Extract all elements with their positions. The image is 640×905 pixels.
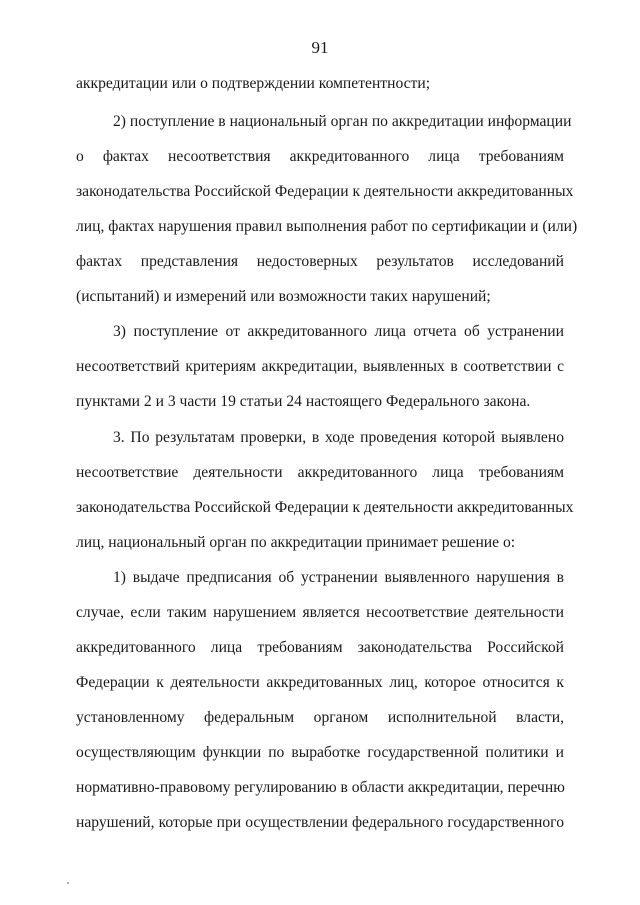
text-line: лиц, фактах нарушения правил выполнения работ по сертификации и (или) xyxy=(76,218,578,235)
text-line: случае, если таким нарушением является несоответствие деятельности xyxy=(76,604,564,621)
text-line: несоответствий критериям аккредитации, выявленных в соответствии с xyxy=(76,358,564,375)
text-line: (испытаний) и измерений или возможности таких нарушений; xyxy=(76,288,491,305)
text-line: нарушений, которые при осуществлении федерального государственного xyxy=(76,814,564,831)
text-line: 2) поступление в национальный орган по аккредитации информации xyxy=(113,113,572,130)
text-line: 1) выдаче предписания об устранении выявленного нарушения в xyxy=(113,569,564,586)
text-line: 3. По результатам проверки, в ходе проведения которой выявлено xyxy=(113,429,564,446)
text-line: законодательства Российской Федерации к деятельности аккредитованных xyxy=(76,183,574,200)
page-number: 91 xyxy=(311,38,329,57)
text-line: пунктами 2 и 3 части 19 статьи 24 настоящего Федерального закона. xyxy=(76,393,531,410)
text-line: 3) поступление от аккредитованного лица отчета об устранении xyxy=(113,323,564,340)
text-line: осуществляющим функции по выработке государственной политики и xyxy=(76,744,564,761)
text-line: нормативно-правовому регулированию в области аккредитации, перечню xyxy=(76,779,565,796)
text-line: фактах представления недостоверных результатов исследований xyxy=(76,253,564,270)
text-line: законодательства Российской Федерации к деятельности аккредитованных xyxy=(76,499,574,516)
scan-artifact xyxy=(67,882,69,884)
text-line: лиц, национальный орган по аккредитации принимает решение о: xyxy=(76,534,516,551)
text-line: Федерации к деятельности аккредитованных лиц, которое относится к xyxy=(76,674,564,691)
text-line: аккредитованного лица требованиям законодательства Российской xyxy=(76,639,564,656)
text-line: несоответствие деятельности аккредитованного лица требованиям xyxy=(76,464,564,481)
text-line: о фактах несоответствия аккредитованного лица требованиям xyxy=(76,148,564,165)
text-line: установленному федеральным органом исполнительной власти, xyxy=(76,709,564,726)
text-line: аккредитации или о подтверждении компетентности; xyxy=(76,75,431,92)
